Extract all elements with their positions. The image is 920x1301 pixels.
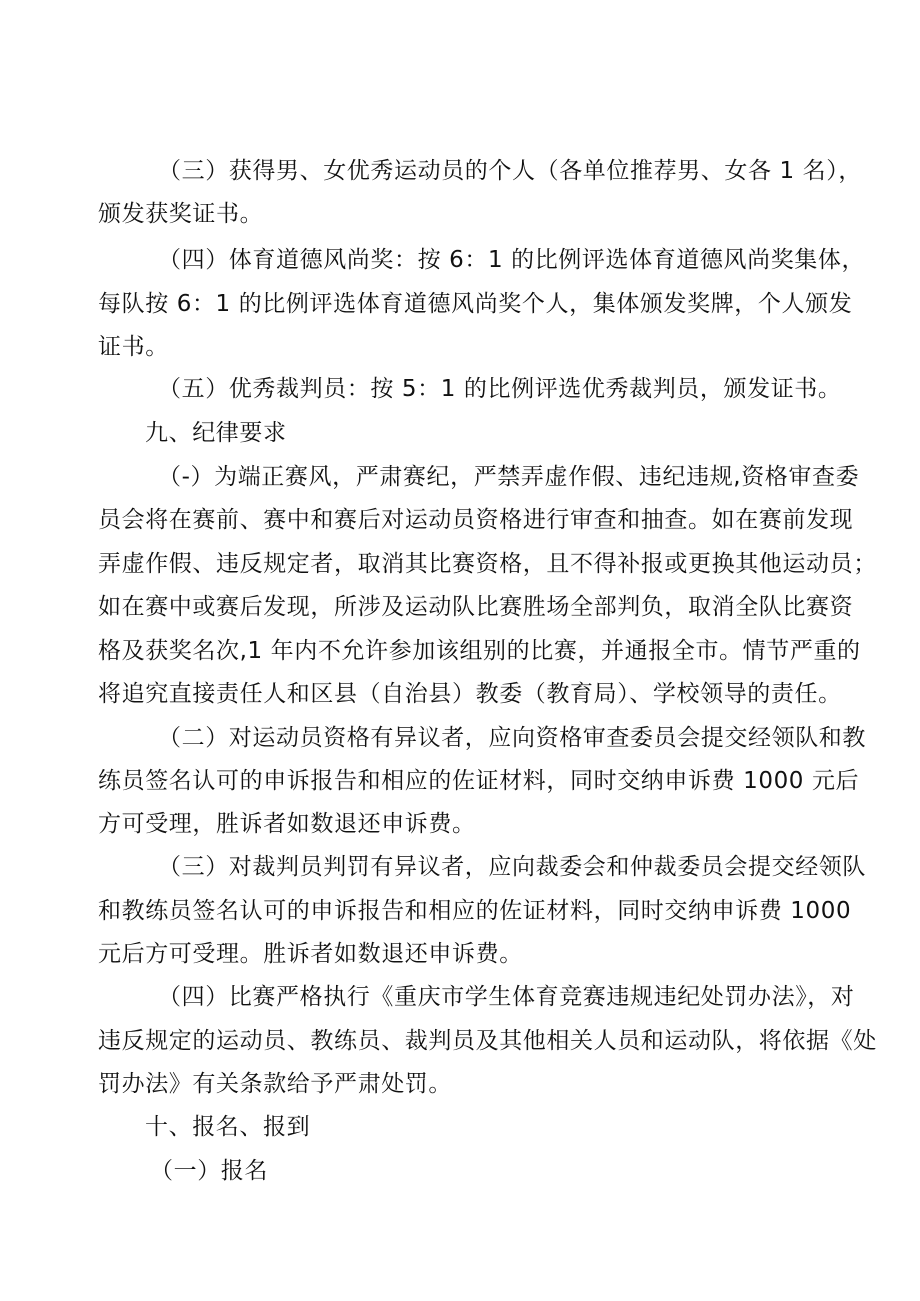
discipline-item-1-line-6: 将追究直接责任人和区县（自治县）教委（教育局）、学校领导的责任。 <box>98 681 842 707</box>
discipline-item-3-line-2: 和教练员签名认可的申诉报告和相应的佐证材料，同时交纳申诉费 1000 <box>98 898 852 924</box>
discipline-item-1-line-2: 员会将在赛前、赛中和赛后对运动员资格进行审查和抽查。如在赛前发现 <box>98 507 854 533</box>
award-item-5-line-1: （五）优秀裁判员：按 5：1 的比例评选优秀裁判员，颁发证书。 <box>158 376 842 402</box>
discipline-item-1-line-1: （-）为端正赛风，严肃赛纪，严禁弄虚作假、违纪违规,资格审查委 <box>158 464 860 490</box>
section-9-heading: 九、纪律要求 <box>145 420 287 446</box>
discipline-item-4-line-2: 违反规定的运动员、教练员、裁判员及其他相关人员和运动队，将依据《处 <box>98 1028 877 1054</box>
discipline-item-4-line-3: 罚办法》有关条款给予严肃处罚。 <box>98 1071 452 1097</box>
award-item-3-line-2: 颁发获奖证书。 <box>98 201 264 227</box>
section-10-heading: 十、报名、报到 <box>145 1114 311 1140</box>
registration-subheading: （一）报名 <box>150 1158 268 1184</box>
discipline-item-4-line-1: （四）比赛严格执行《重庆市学生体育竞赛违规违纪处罚办法》，对 <box>158 984 855 1010</box>
award-item-4-line-1: （四）体育道德风尚奖：按 6：1 的比例评选体育道德风尚奖集体， <box>158 247 866 273</box>
discipline-item-2-line-3: 方可受理，胜诉者如数退还申诉费。 <box>98 811 476 837</box>
award-item-3-line-1: （三）获得男、女优秀运动员的个人（各单位推荐男、女各 1 名）， <box>158 158 862 184</box>
discipline-item-3-line-1: （三）对裁判员判罚有异议者，应向裁委会和仲裁委员会提交经领队 <box>158 854 866 880</box>
discipline-item-2-line-1: （二）对运动员资格有异议者，应向资格审查委员会提交经领队和教 <box>158 725 866 751</box>
discipline-item-1-line-3: 弄虚作假、违反规定者，取消其比赛资格，且不得补报或更换其他运动员； <box>98 551 877 577</box>
discipline-item-1-line-5: 格及获奖名次,1 年内不允许参加该组别的比赛，并通报全市。情节严重的 <box>98 638 861 664</box>
discipline-item-1-line-4: 如在赛中或赛后发现，所涉及运动队比赛胜场全部判负，取消全队比赛资 <box>98 594 854 620</box>
award-item-4-line-3: 证书。 <box>98 334 169 360</box>
award-item-4-line-2: 每队按 6：1 的比例评选体育道德风尚奖个人，集体颁发奖牌，个人颁发 <box>98 291 853 317</box>
discipline-item-2-line-2: 练员签名认可的申诉报告和相应的佐证材料，同时交纳申诉费 1000 元后 <box>98 768 860 794</box>
discipline-item-3-line-3: 元后方可受理。胜诉者如数退还申诉费。 <box>98 941 523 967</box>
